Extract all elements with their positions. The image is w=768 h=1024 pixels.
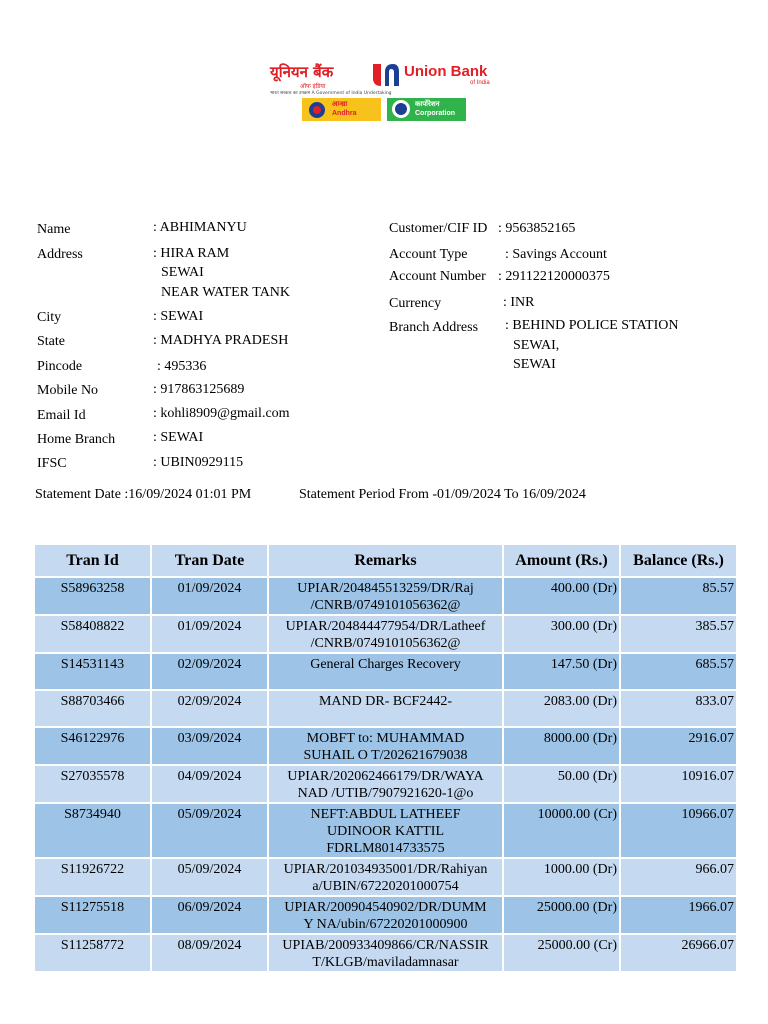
logo-brand-name: Union Bank xyxy=(404,63,488,80)
remarks-cell xyxy=(269,935,502,971)
account-number-label: Account Number xyxy=(389,269,486,284)
remarks-line: Y NA/ubin/67220201000900 xyxy=(303,917,468,932)
name-label: Name xyxy=(37,222,71,237)
logo-hindi-sub: ऑफ इंडिया xyxy=(300,83,326,90)
account-type-value: : Savings Account xyxy=(505,247,607,262)
header-remarks: Remarks xyxy=(269,545,502,576)
tran-date-cell: 08/09/2024 xyxy=(152,935,267,971)
tran-date-cell: 05/09/2024 xyxy=(152,804,267,857)
tran-id-cell: S11926722 xyxy=(35,859,150,895)
amount-cell: 2083.00 (Dr) xyxy=(504,691,619,726)
balance-cell: 385.57 xyxy=(621,616,736,652)
remarks-line: a/UBIN/67220201000754 xyxy=(312,879,459,894)
tran-date-cell: 02/09/2024 xyxy=(152,691,267,726)
home-branch-value: : SEWAI xyxy=(153,430,204,445)
state-label: State xyxy=(37,334,65,349)
remarks-cell xyxy=(269,728,502,764)
remarks-line: NAD /UTIB/7907921620-1@o xyxy=(297,786,474,801)
header-amount: Amount (Rs.) xyxy=(504,545,619,576)
corp-label-hi: कार्पोरेशन xyxy=(415,101,440,108)
amount-cell: 8000.00 (Dr) xyxy=(504,728,619,764)
remarks-line: UPIAR/201034935001/DR/Rahiyan xyxy=(283,862,488,877)
balance-cell: 966.07 xyxy=(621,859,736,895)
tran-date-cell: 01/09/2024 xyxy=(152,578,267,614)
branch-address-line-3: SEWAI xyxy=(513,357,556,372)
andhra-label-en: Andhra xyxy=(332,110,357,117)
tran-id-cell: S58963258 xyxy=(35,578,150,614)
table-row xyxy=(35,691,736,726)
tran-id-cell: S8734940 xyxy=(35,804,150,857)
amount-cell: 50.00 (Dr) xyxy=(504,766,619,802)
remarks-line: UDINOOR KATTIL xyxy=(326,824,445,839)
mobile-label: Mobile No xyxy=(37,383,99,398)
balance-cell: 2916.07 xyxy=(621,728,736,764)
currency-label: Currency xyxy=(389,296,442,311)
address-line-3: NEAR WATER TANK xyxy=(161,285,291,300)
andhra-logo-icon xyxy=(305,99,331,120)
remarks-line: T/KLGB/maviladamnasar xyxy=(312,955,459,970)
remarks-line: /CNRB/0749101056362@ xyxy=(310,636,461,651)
tran-id-cell: S27035578 xyxy=(35,766,150,802)
table-header-row xyxy=(35,545,736,576)
remarks-line: MAND DR- BCF2442- xyxy=(318,694,452,709)
amount-cell: 147.50 (Dr) xyxy=(504,654,619,689)
amount-cell: 25000.00 (Dr) xyxy=(504,897,619,933)
corp-label-en: Corporation xyxy=(415,110,456,117)
ifsc-value: : UBIN0929115 xyxy=(153,455,244,470)
remarks-cell xyxy=(269,859,502,895)
balance-cell: 26966.07 xyxy=(621,935,736,971)
home-branch-label: Home Branch xyxy=(37,432,116,447)
table-row xyxy=(35,616,736,652)
branch-address-label: Branch Address xyxy=(389,320,479,335)
corporation-logo-icon xyxy=(390,99,414,120)
amount-cell: 25000.00 (Cr) xyxy=(504,935,619,971)
amount-cell: 10000.00 (Cr) xyxy=(504,804,619,857)
tran-id-cell: S11275518 xyxy=(35,897,150,933)
tran-id-cell: S58408822 xyxy=(35,616,150,652)
transactions-table xyxy=(33,543,738,973)
balance-cell: 10916.07 xyxy=(621,766,736,802)
bank-logo xyxy=(270,60,500,124)
balance-cell: 833.07 xyxy=(621,691,736,726)
remarks-line: FDRLM8014733575 xyxy=(326,841,445,856)
tran-date-cell: 03/09/2024 xyxy=(152,728,267,764)
tran-date-cell: 04/09/2024 xyxy=(152,766,267,802)
table-row xyxy=(35,859,736,895)
address-line-2: SEWAI xyxy=(161,265,204,280)
andhra-bank-badge xyxy=(302,98,381,121)
tran-date-cell: 06/09/2024 xyxy=(152,897,267,933)
tran-date-cell: 01/09/2024 xyxy=(152,616,267,652)
table-row xyxy=(35,804,736,857)
currency-value: : INR xyxy=(503,295,535,310)
statement-date: Statement Date :16/09/2024 01:01 PM xyxy=(35,487,252,502)
amount-cell: 1000.00 (Dr) xyxy=(504,859,619,895)
remarks-cell xyxy=(269,578,502,614)
branch-address-line-2: SEWAI, xyxy=(513,338,560,353)
table-row xyxy=(35,897,736,933)
tran-id-cell: S14531143 xyxy=(35,654,150,689)
pincode-value: : 495336 xyxy=(157,359,207,374)
cif-value: : 9563852165 xyxy=(498,221,576,236)
amount-cell: 300.00 (Dr) xyxy=(504,616,619,652)
balance-cell: 685.57 xyxy=(621,654,736,689)
balance-cell: 10966.07 xyxy=(621,804,736,857)
remarks-line: /CNRB/0749101056362@ xyxy=(310,598,461,613)
table-row xyxy=(35,766,736,802)
account-type-label: Account Type xyxy=(389,247,468,262)
city-label: City xyxy=(37,310,62,325)
remarks-cell xyxy=(269,691,502,726)
email-label: Email Id xyxy=(37,408,86,423)
ifsc-label: IFSC xyxy=(37,456,67,471)
name-value: : ABHIMANYU xyxy=(153,220,247,235)
cif-label: Customer/CIF ID xyxy=(389,221,488,236)
remarks-line: UPIAB/200933409866/CR/NASSIR xyxy=(282,938,489,953)
address-label: Address xyxy=(37,247,83,262)
remarks-line: UPIAR/202062466179/DR/WAYA xyxy=(287,769,484,784)
remarks-cell xyxy=(269,804,502,857)
remarks-line: NEFT:ABDUL LATHEEF xyxy=(310,807,461,822)
logo-brand-sub: of India xyxy=(470,80,490,86)
logo-tagline: भारत सरकार का उपक्रम A Government of India Undertaking xyxy=(270,91,392,96)
table-row xyxy=(35,654,736,689)
tran-date-cell: 05/09/2024 xyxy=(152,859,267,895)
remarks-cell xyxy=(269,616,502,652)
tran-id-cell: S88703466 xyxy=(35,691,150,726)
branch-address-line-1: : BEHIND POLICE STATION xyxy=(505,318,679,333)
remarks-line: UPIAR/204845513259/DR/Raj xyxy=(297,581,474,596)
balance-cell: 1966.07 xyxy=(621,897,736,933)
statement-period: Statement Period From -01/09/2024 To 16/09/2024 xyxy=(299,487,586,502)
balance-cell: 85.57 xyxy=(621,578,736,614)
header-tran-date: Tran Date xyxy=(152,545,267,576)
header-tran-id: Tran Id xyxy=(35,545,150,576)
table-row xyxy=(35,728,736,764)
remarks-cell xyxy=(269,766,502,802)
amount-cell: 400.00 (Dr) xyxy=(504,578,619,614)
remarks-cell xyxy=(269,654,502,689)
remarks-line: MOBFT to: MUHAMMAD xyxy=(306,731,465,746)
tran-id-cell: S11258772 xyxy=(35,935,150,971)
tran-date-cell: 02/09/2024 xyxy=(152,654,267,689)
email-value: : kohli8909@gmail.com xyxy=(153,406,290,421)
table-row xyxy=(35,935,736,971)
mobile-value: : 917863125689 xyxy=(153,382,245,397)
logo-hindi-name: यूनियन बैंक xyxy=(270,63,334,81)
remarks-line: General Charges Recovery xyxy=(310,657,461,672)
remarks-line: UPIAR/200904540902/DR/DUMM xyxy=(284,900,487,915)
city-value: : SEWAI xyxy=(153,309,204,324)
corporation-bank-badge xyxy=(387,98,466,121)
andhra-label-hi: आन्ध्रा xyxy=(332,101,348,108)
remarks-line: UPIAR/204844477954/DR/Latheef xyxy=(285,619,486,634)
remarks-cell xyxy=(269,897,502,933)
tran-id-cell: S46122976 xyxy=(35,728,150,764)
table-row xyxy=(35,578,736,614)
header-balance: Balance (Rs.) xyxy=(621,545,736,576)
address-line-1: : HIRA RAM xyxy=(153,246,230,261)
remarks-line: SUHAIL O T/202621679038 xyxy=(303,748,468,763)
account-number-value: : 291122120000375 xyxy=(498,269,610,284)
state-value: : MADHYA PRADESH xyxy=(153,333,289,348)
pincode-label: Pincode xyxy=(37,359,83,374)
union-bank-mark-icon xyxy=(368,60,402,90)
